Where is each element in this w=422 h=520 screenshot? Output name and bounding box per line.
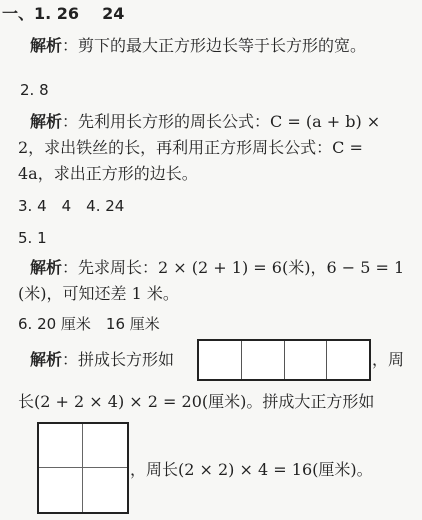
square-cell [83, 424, 127, 468]
q6-analysis-text-1b: ，周 [372, 350, 405, 369]
square-cell [39, 468, 83, 512]
square-cell [242, 341, 285, 379]
q6-analysis-text-1a: ：拼成长方形如 [62, 350, 175, 369]
q1-line [2, 4, 124, 24]
square-cell [285, 341, 328, 379]
q2-analysis-text-1: ：先利用长方形的周长公式：C = (a + b) × [62, 112, 381, 131]
q1-number-answer: 一、1. 26 [2, 4, 80, 23]
q6-analysis-line1a [30, 350, 174, 370]
q2-analysis-line1 [30, 112, 380, 132]
square-cell [83, 468, 127, 512]
q2-analysis-line2: 2，求出铁丝的长，再利用正方形周长公式：C = [18, 138, 363, 157]
q5-analysis-line2: (米)，可知还差 1 米。 [18, 284, 179, 303]
q2-number: 2. 8 [20, 81, 49, 99]
q2-analysis-line3: 4a，求出正方形的边长。 [18, 164, 198, 183]
analysis-label: 解析 [30, 36, 63, 55]
square-cell [39, 424, 83, 468]
q6-analysis-line2: 长(2 + 2 × 4) × 2 = 20(厘米)。拼成大正方形如 [18, 392, 375, 411]
q6-analysis-line3: ，周长(2 × 2) × 4 = 16(厘米)。 [130, 460, 373, 479]
big-square-figure [37, 422, 129, 514]
q1-analysis-text: ：剪下的最大正方形边长等于长方形的宽。 [62, 36, 367, 55]
q3-4-answers: 3. 4 4 4. 24 [18, 197, 125, 215]
q5-analysis-line1 [30, 258, 404, 278]
square-cell [199, 341, 242, 379]
square-cell [327, 341, 369, 379]
analysis-label: 解析 [30, 258, 63, 277]
q5-analysis-text-1: ：先求周长：2 × (2 + 1) = 6(米)，6 − 5 = 1 [62, 258, 405, 277]
q6-answers: 6. 20 厘米 16 厘米 [18, 315, 160, 333]
q1-answer-2: 24 [102, 4, 125, 23]
q1-analysis [30, 36, 366, 56]
rectangle-figure [197, 339, 371, 381]
q5-number: 5. 1 [18, 229, 47, 247]
analysis-label: 解析 [30, 112, 63, 131]
analysis-label: 解析 [30, 350, 63, 369]
